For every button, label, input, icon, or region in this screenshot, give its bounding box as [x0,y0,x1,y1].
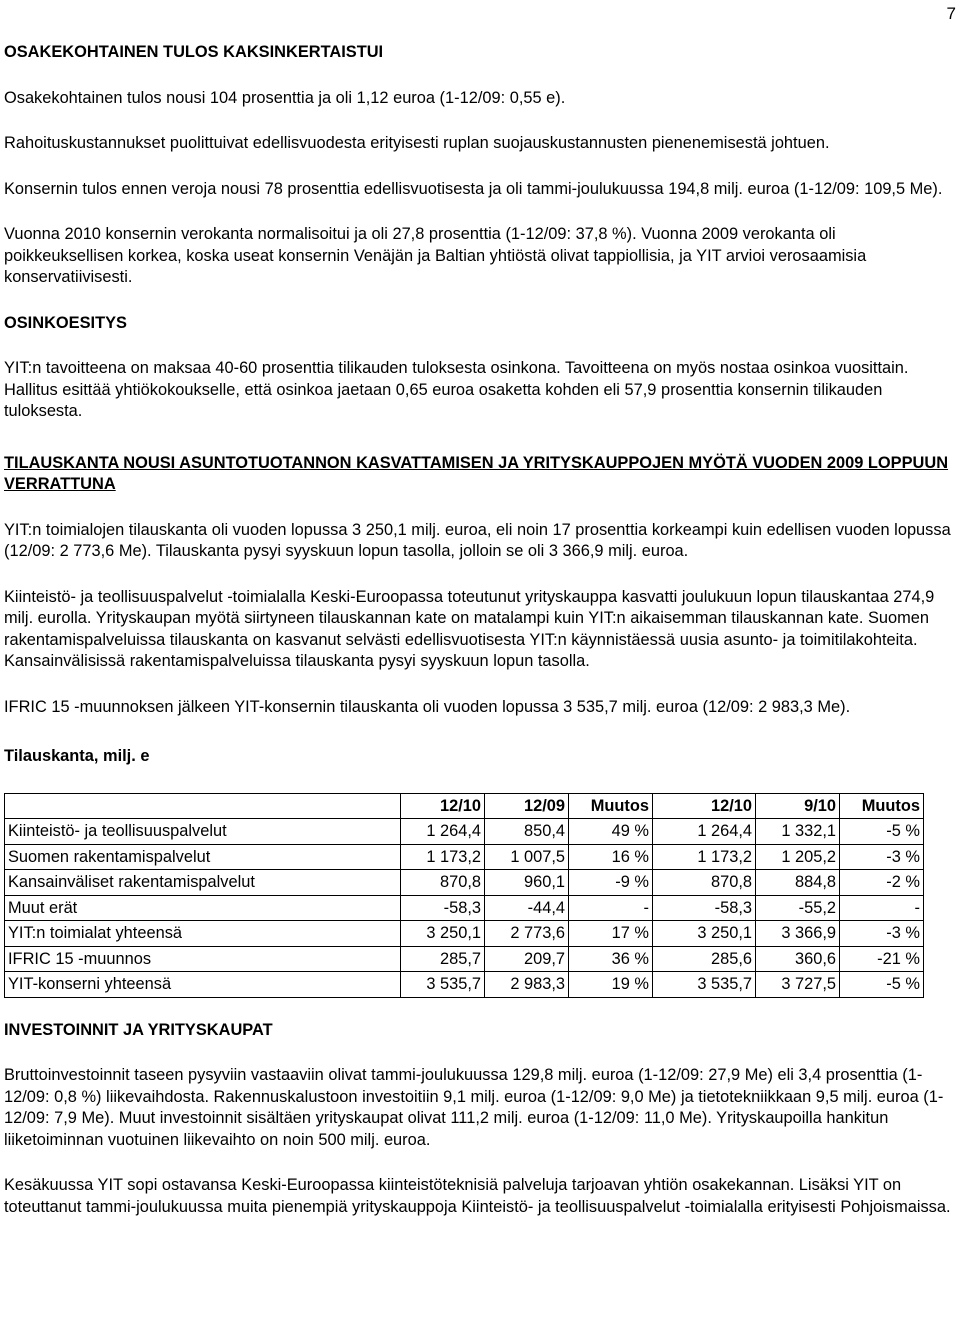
table-cell: 209,7 [485,946,569,972]
table-cell: 285,7 [401,946,485,972]
table-cell: 2 773,6 [485,921,569,947]
table-cell: 870,8 [653,870,756,896]
table-cell: -55,2 [756,895,840,921]
table-cell: - [840,895,924,921]
row-label: Suomen rakentamispalvelut [5,844,401,870]
paragraph: Kesäkuussa YIT sopi ostavansa Keski-Euroopassa kiinteistöteknisiä palveluja tarjoavan yhtiön osakekannan. Lisäksi YIT on toteuttanut tammi-joulukuussa muita pienempiä yrityskauppoja Kiinteistö- ja teollisuuspalvelut -toimialalla erityisesti Pohjoismaissa. [4,1176,951,1216]
table-cell: -5 % [840,819,924,845]
table-cell: 3 535,7 [401,972,485,998]
column-header: Muutos [840,793,924,819]
row-label: Kansainväliset rakentamispalvelut [5,870,401,896]
paragraph: Osakekohtainen tulos nousi 104 prosenttia ja oli 1,12 euroa (1-12/09: 0,55 e). [4,88,566,107]
table-cell: 1 007,5 [485,844,569,870]
table-row [5,921,924,947]
paragraph: Kiinteistö- ja teollisuuspalvelut -toimialalla Keski-Euroopassa toteutunut yrityskauppa kasvatti joulukuun lopun tilauskantaa 274,9 milj. eurolla. Yrityskaupan myötä siirtyneen tilauskannan kate on matalampi kuin YIT:n aikaisemman tilauskannan kate. Suomen rakentamispalveluissa tilauskanta on kasvanut selvästi edellisvuotisesta YIT:n käynnistäessä uusia asunto- ja toimitilakohteita. Kansainvälisissä rakentamispalveluissa tilauskanta pysyi syyskuun lopun tasolla. [4,587,935,670]
table-row [5,972,924,998]
table-cell: -44,4 [485,895,569,921]
table-row [5,844,924,870]
paragraph: IFRIC 15 -muunnoksen jälkeen YIT-konsernin tilauskanta oli vuoden lopussa 3 535,7 milj. euroa (12/09: 2 983,3 Me). [4,697,851,716]
row-label: IFRIC 15 -muunnos [5,946,401,972]
row-label: Muut erät [5,895,401,921]
paragraph: Vuonna 2010 konsernin verokanta normalisoitui ja oli 27,8 prosenttia (1-12/09: 37,8 %). Vuonna 2009 verokanta oli poikkeuksellisen korkea, koska useat konsernin Venäjän ja Baltian yhtiöstä olivat tappiollisia, ja YIT arvioi verosaamisia konservatiivisesti. [4,225,867,286]
table-cell: -21 % [840,946,924,972]
column-header: 12/10 [653,793,756,819]
table-row [5,870,924,896]
table-row [5,946,924,972]
table-row [5,819,924,845]
table-cell: 850,4 [485,819,569,845]
table-cell: 2 983,3 [485,972,569,998]
table-cell: 3 535,7 [653,972,756,998]
table-cell: -9 % [569,870,653,896]
table-cell: 1 264,4 [653,819,756,845]
paragraph: YIT:n toimialojen tilauskanta oli vuoden lopussa 3 250,1 milj. euroa, eli noin 17 prosenttia korkeampi kuin edellisen vuoden lopussa (12/09: 2 773,6 Me). Tilauskanta pysyi syyskuun lopun tasolla, jolloin se oli 3 366,9 milj. euroa. [4,520,951,560]
table-cell: 1 264,4 [401,819,485,845]
table-cell: -3 % [840,844,924,870]
table-cell: -58,3 [401,895,485,921]
paragraph: YIT:n tavoitteena on maksaa 40-60 prosenttia tilikauden tuloksesta osinkona. Tavoitteena on myös nostaa osinkoa vuosittain. Hallitus esittää yhtiökokoukselle, että osinkoa jaetaan 0,65 euroa osaketta kohden eli 57,9 prosenttia konsernin tilikauden tuloksesta. [4,359,909,420]
row-label: Kiinteistö- ja teollisuuspalvelut [5,819,401,845]
table-cell: -2 % [840,870,924,896]
row-label: YIT-konserni yhteensä [5,972,401,998]
column-header: 12/10 [401,793,485,819]
table-cell: 17 % [569,921,653,947]
table-cell: 1 173,2 [653,844,756,870]
table-cell: -3 % [840,921,924,947]
table-title: Tilauskanta, milj. e [4,747,150,765]
paragraph: Bruttoinvestoinnit taseen pysyviin vastaaviin olivat tammi-joulukuussa 129,8 milj. euroa (1-12/09: 27,9 Me) eli 3,4 prosenttia (1-12/09: 0,8 %) liikevaihdosta. Rakennuskalustoon investoitiin 9,1 milj. euroa (1-12/09: 9,0 Me) ja tietotekniikkaan 9,5 milj. euroa (1-12/09: 7,9 Me). Muut investoinnit sisältäen yrityskaupat olivat 111,2 milj. euroa (1-12/09: 11,0 Me). Yrityskaupoilla hankitun liiketoiminnan vuotuinen liikevaihto on noin 500 milj. euroa. [4,1066,944,1149]
table-row [5,895,924,921]
table-header-row [5,793,924,819]
table-cell: 19 % [569,972,653,998]
table-cell: 36 % [569,946,653,972]
section-heading-eps: OSAKEKOHTAINEN TULOS KAKSINKERTAISTUI [4,43,384,61]
table-cell: -5 % [840,972,924,998]
table-cell: 884,8 [756,870,840,896]
paragraph: Konsernin tulos ennen veroja nousi 78 prosenttia edellisvuotisesta ja oli tammi-joulukuussa 194,8 milj. euroa (1-12/09: 109,5 Me). [4,179,943,198]
page-number: 7 [946,4,956,23]
table-cell: 960,1 [485,870,569,896]
table-cell: 49 % [569,819,653,845]
row-label: YIT:n toimialat yhteensä [5,921,401,947]
document-body [4,42,954,1218]
table-cell: 285,6 [653,946,756,972]
table-cell: 1 173,2 [401,844,485,870]
table-cell: 16 % [569,844,653,870]
paragraph: Rahoituskustannukset puolittuivat edellisvuodesta erityisesti ruplan suojauskustannusten pienenemisestä johtuen. [4,134,830,152]
table-cell: - [569,895,653,921]
section-heading-order-backlog: TILAUSKANTA NOUSI ASUNTOTUOTANNON KASVATTAMISEN JA YRITYSKAUPPOJEN MYÖTÄ VUODEN 2009 LOPPUUN VERRATTUNA [4,453,949,493]
table-cell: 360,6 [756,946,840,972]
table-cell: 3 366,9 [756,921,840,947]
section-heading-investments: INVESTOINNIT JA YRITYSKAUPAT [4,1020,273,1039]
column-header [5,793,401,819]
order-backlog-table [4,793,924,998]
table-cell: 3 250,1 [401,921,485,947]
column-header: Muutos [569,793,653,819]
table-cell: 870,8 [401,870,485,896]
table-cell: -58,3 [653,895,756,921]
column-header: 9/10 [756,793,840,819]
table-cell: 1 332,1 [756,819,840,845]
section-heading-dividend: OSINKOESITYS [4,313,127,332]
table-cell: 3 250,1 [653,921,756,947]
table-cell: 3 727,5 [756,972,840,998]
table-cell: 1 205,2 [756,844,840,870]
column-header: 12/09 [485,793,569,819]
